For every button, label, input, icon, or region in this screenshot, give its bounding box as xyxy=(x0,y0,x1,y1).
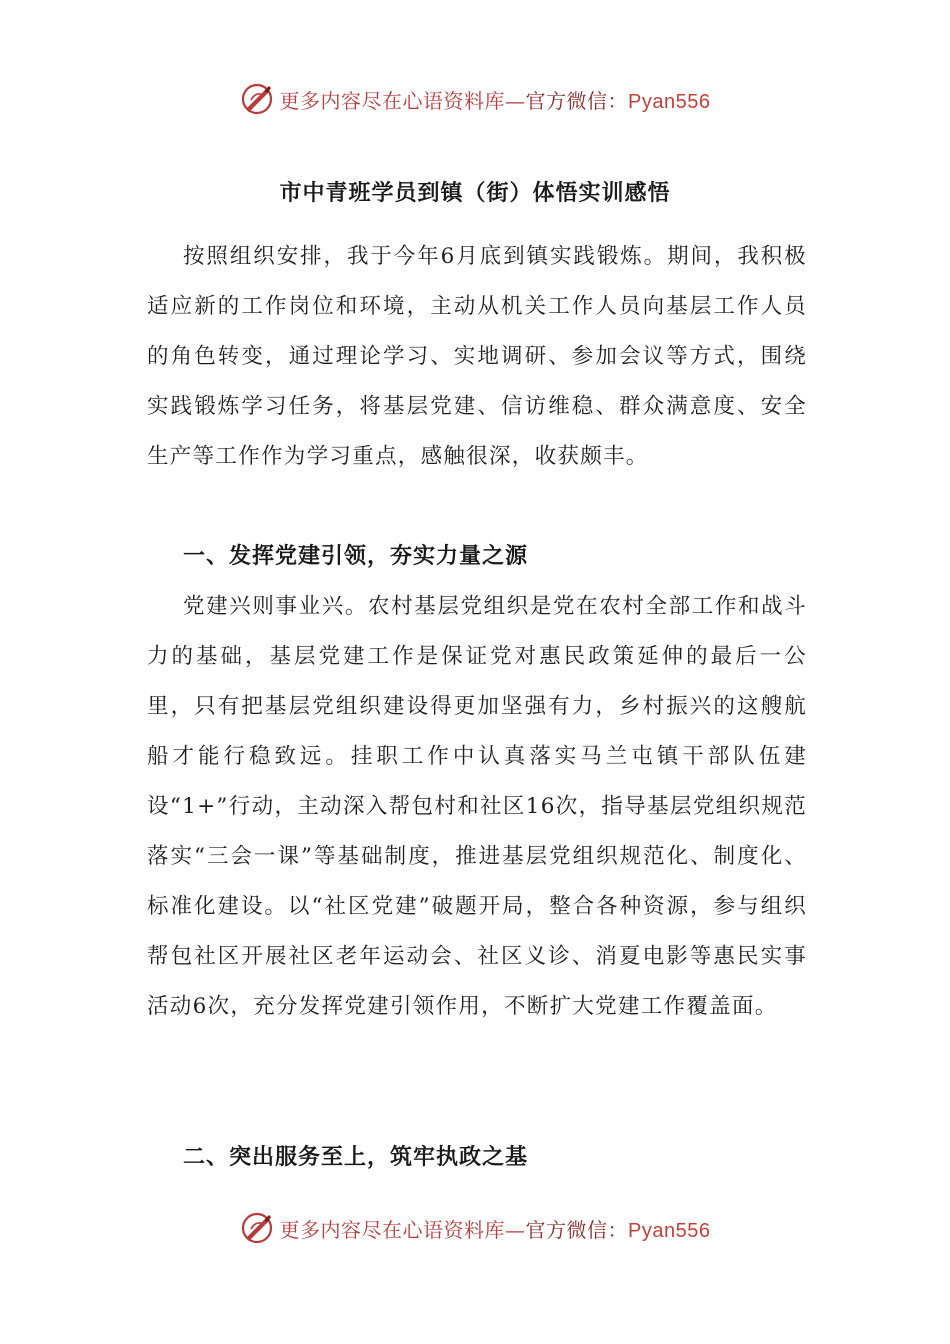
header-banner xyxy=(0,82,950,122)
header-banner-text xyxy=(280,85,711,114)
footer-banner-wechat-id: Pyan556 xyxy=(628,1219,711,1242)
footer-banner-text xyxy=(280,1214,711,1243)
section-heading-1: 一、发挥党建引领，夯实力量之源 xyxy=(183,544,529,569)
document-title: 市中青班学员到镇（街）体悟实训感悟 xyxy=(279,181,671,206)
header-banner-wechat-label: 官方微信： xyxy=(525,88,629,113)
paragraph-intro: 按照组织安排，我于今年6月底到镇实践锻炼。期间，我积极适应新的工作岗位和环境，主动从机关工作人员向基层工作人员的角色转变，通过理论学习、实地调研、参加会议等方式，围绕实践锻炼学习任务，将基层党建、信访维稳、群众满意度、安全生产等工作作为学习重点，感触很深，收获颇丰。 xyxy=(147,244,807,469)
pen-logo-icon xyxy=(240,82,274,116)
header-banner-wechat-id: Pyan556 xyxy=(628,90,711,113)
paragraph-section-1: 党建兴则事业兴。农村基层党组织是党在农村全部工作和战斗力的基础，基层党建工作是保证党对惠民政策延伸的最后一公里，只有把基层党组织建设得更加坚强有力，乡村振兴的这艘航船才能行稳致远。挂职工作中认真落实马兰屯镇干部队伍建设“1+”行动，主动深入帮包村和社区16次，指导基层党组织规范落实“三会一课”等基础制度，推进基层党组织规范化、制度化、标准化建设。以“社区党建”破题开局，整合各种资源，参与组织帮包社区开展社区老年运动会、社区义诊、消夏电影等惠民实事活动6次，充分发挥党建引领作用，不断扩大党建工作覆盖面。 xyxy=(147,594,807,1019)
pen-logo-icon xyxy=(240,1211,274,1245)
section-heading-2: 二、突出服务至上，筑牢执政之基 xyxy=(183,1145,529,1170)
header-banner-main: 更多内容尽在心语资料库— xyxy=(279,88,526,113)
footer-banner-wechat-label: 官方微信： xyxy=(525,1217,629,1242)
footer-banner xyxy=(0,1211,950,1251)
footer-banner-main: 更多内容尽在心语资料库— xyxy=(279,1217,526,1242)
